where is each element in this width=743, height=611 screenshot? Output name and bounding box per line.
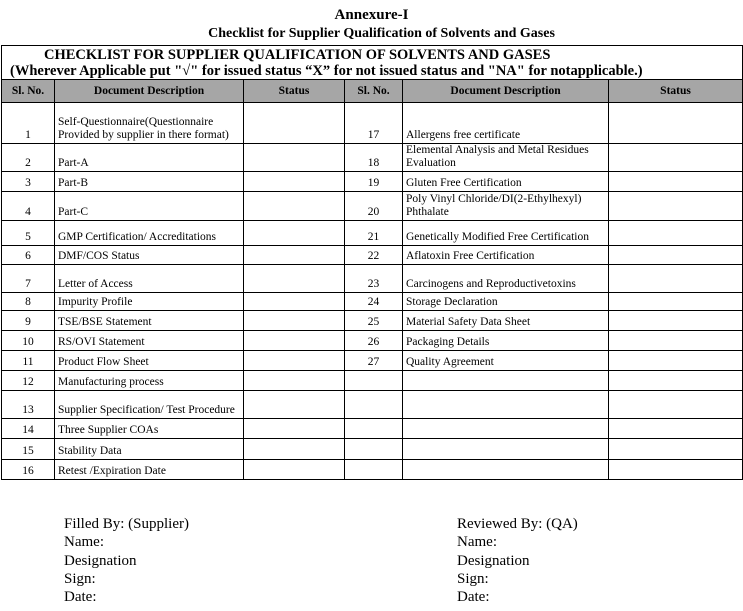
filled-by-label: Filled By: (Supplier) xyxy=(64,516,189,532)
status-cell[interactable] xyxy=(609,311,743,331)
item-description: Part-A xyxy=(55,144,244,172)
empty-cell xyxy=(403,460,609,480)
item-number: 22 xyxy=(345,246,403,265)
item-number: 9 xyxy=(2,311,55,331)
table-row xyxy=(2,172,743,192)
item-description: Stability Data xyxy=(55,439,244,460)
status-cell[interactable] xyxy=(244,351,345,371)
item-description: Retest /Expiration Date xyxy=(55,460,244,480)
table-row xyxy=(2,246,743,265)
status-cell[interactable] xyxy=(609,351,743,371)
designation-label: Designation xyxy=(64,552,137,569)
date-label: Date: xyxy=(457,589,490,606)
item-description: Carcinogens and Reproductivetoxins xyxy=(403,265,609,293)
empty-cell xyxy=(403,371,609,391)
empty-cell xyxy=(609,439,743,460)
col-header-desc: Document Description xyxy=(55,80,244,103)
item-description: Part-B xyxy=(55,172,244,192)
document-title: Checklist for Supplier Qualification of Solvents and Gases xyxy=(208,26,555,41)
table-title-row xyxy=(2,46,743,80)
item-number: 26 xyxy=(345,331,403,351)
item-number: 18 xyxy=(345,144,403,172)
status-cell[interactable] xyxy=(244,391,345,419)
item-description: Manufacturing process xyxy=(55,371,244,391)
item-number: 21 xyxy=(345,221,403,246)
status-cell[interactable] xyxy=(244,172,345,192)
item-number: 5 xyxy=(2,221,55,246)
empty-cell xyxy=(403,391,609,419)
checklist-table xyxy=(1,45,743,480)
table-row xyxy=(2,391,743,419)
item-number: 16 xyxy=(2,460,55,480)
table-row xyxy=(2,311,743,331)
col-header-slno: Sl. No. xyxy=(345,80,403,103)
empty-cell xyxy=(609,460,743,480)
empty-cell xyxy=(345,460,403,480)
table-row xyxy=(2,221,743,246)
item-number: 24 xyxy=(345,293,403,311)
status-cell[interactable] xyxy=(609,246,743,265)
table-row xyxy=(2,192,743,221)
designation-label: Designation xyxy=(457,552,530,569)
status-cell[interactable] xyxy=(244,331,345,351)
date-label: Date: xyxy=(64,589,97,606)
item-description: Supplier Specification/ Test Procedure xyxy=(55,391,244,419)
empty-cell xyxy=(609,419,743,439)
item-description: Self-Questionnaire(Questionnaire Provided by supplier in there format) xyxy=(55,103,244,144)
status-cell[interactable] xyxy=(609,144,743,172)
table-row xyxy=(2,371,743,391)
table-row xyxy=(2,351,743,371)
empty-cell xyxy=(403,419,609,439)
item-number: 4 xyxy=(2,192,55,221)
reviewed-by-label: Reviewed By: (QA) xyxy=(457,516,578,532)
col-header-status: Status xyxy=(244,80,345,103)
item-description: Impurity Profile xyxy=(55,293,244,311)
item-number: 14 xyxy=(2,419,55,439)
item-number: 8 xyxy=(2,293,55,311)
item-number: 10 xyxy=(2,331,55,351)
item-description: DMF/COS Status xyxy=(55,246,244,265)
item-description: Part-C xyxy=(55,192,244,221)
empty-cell xyxy=(345,391,403,419)
status-cell[interactable] xyxy=(244,265,345,293)
table-row xyxy=(2,439,743,460)
table-row xyxy=(2,103,743,144)
item-number: 3 xyxy=(2,172,55,192)
table-instructions: (Wherever Applicable put "√" for issued status “X” for not issued status and "NA" for notapplicable.) xyxy=(10,63,643,79)
col-header-slno: Sl. No. xyxy=(2,80,55,103)
table-title: CHECKLIST FOR SUPPLIER QUALIFICATION OF SOLVENTS AND GASES xyxy=(44,47,551,63)
item-description: Genetically Modified Free Certification xyxy=(403,221,609,246)
item-description: Packaging Details xyxy=(403,331,609,351)
empty-cell xyxy=(345,419,403,439)
supplier-signoff xyxy=(64,515,189,606)
annexure-heading: Annexure-I xyxy=(334,7,409,23)
item-description: GMP Certification/ Accreditations xyxy=(55,221,244,246)
status-cell[interactable] xyxy=(609,192,743,221)
status-cell[interactable] xyxy=(244,103,345,144)
col-header-status: Status xyxy=(609,80,743,103)
sign-label: Sign: xyxy=(64,570,96,587)
item-number: 17 xyxy=(345,103,403,144)
table-row xyxy=(2,293,743,311)
item-number: 11 xyxy=(2,351,55,371)
status-cell[interactable] xyxy=(244,419,345,439)
item-number: 1 xyxy=(2,103,55,144)
item-description: Elemental Analysis and Metal Residues Evaluation xyxy=(403,144,609,172)
table-row xyxy=(2,265,743,293)
item-number: 15 xyxy=(2,439,55,460)
item-description: Storage Declaration xyxy=(403,293,609,311)
empty-cell xyxy=(403,439,609,460)
status-cell[interactable] xyxy=(609,221,743,246)
item-number: 2 xyxy=(2,144,55,172)
item-description: Letter of Access xyxy=(55,265,244,293)
empty-cell xyxy=(345,371,403,391)
qa-signoff xyxy=(457,515,578,606)
col-header-desc: Document Description xyxy=(403,80,609,103)
status-cell[interactable] xyxy=(244,293,345,311)
table-body xyxy=(2,103,743,480)
item-description: Aflatoxin Free Certification xyxy=(403,246,609,265)
column-header-row xyxy=(2,80,743,103)
table-row xyxy=(2,144,743,172)
sign-label: Sign: xyxy=(457,570,489,587)
item-number: 13 xyxy=(2,391,55,419)
item-number: 19 xyxy=(345,172,403,192)
item-number: 25 xyxy=(345,311,403,331)
item-number: 20 xyxy=(345,192,403,221)
item-description: Three Supplier COAs xyxy=(55,419,244,439)
status-cell[interactable] xyxy=(609,172,743,192)
item-number: 12 xyxy=(2,371,55,391)
item-number: 23 xyxy=(345,265,403,293)
empty-cell xyxy=(609,391,743,419)
empty-cell xyxy=(345,439,403,460)
status-cell[interactable] xyxy=(244,371,345,391)
item-description: Material Safety Data Sheet xyxy=(403,311,609,331)
item-description: Product Flow Sheet xyxy=(55,351,244,371)
table-row xyxy=(2,331,743,351)
item-description: Allergens free certificate xyxy=(403,103,609,144)
table-row xyxy=(2,460,743,480)
item-number: 7 xyxy=(2,265,55,293)
item-description: TSE/BSE Statement xyxy=(55,311,244,331)
item-description: Gluten Free Certification xyxy=(403,172,609,192)
item-number: 6 xyxy=(2,246,55,265)
status-cell[interactable] xyxy=(244,192,345,221)
status-cell[interactable] xyxy=(244,460,345,480)
status-cell[interactable] xyxy=(244,221,345,246)
status-cell[interactable] xyxy=(609,331,743,351)
status-cell[interactable] xyxy=(609,103,743,144)
table-row xyxy=(2,419,743,439)
status-cell[interactable] xyxy=(244,144,345,172)
status-cell[interactable] xyxy=(244,439,345,460)
item-number: 27 xyxy=(345,351,403,371)
item-description: Quality Agreement xyxy=(403,351,609,371)
name-label: Name: xyxy=(64,534,104,551)
status-cell[interactable] xyxy=(244,246,345,265)
empty-cell xyxy=(609,371,743,391)
item-description: Poly Vinyl Chloride/DI(2-Ethylhexyl) Phthalate xyxy=(403,192,609,221)
status-cell[interactable] xyxy=(609,293,743,311)
name-label: Name: xyxy=(457,534,497,551)
item-description: RS/OVI Statement xyxy=(55,331,244,351)
status-cell[interactable] xyxy=(244,311,345,331)
status-cell[interactable] xyxy=(609,265,743,293)
